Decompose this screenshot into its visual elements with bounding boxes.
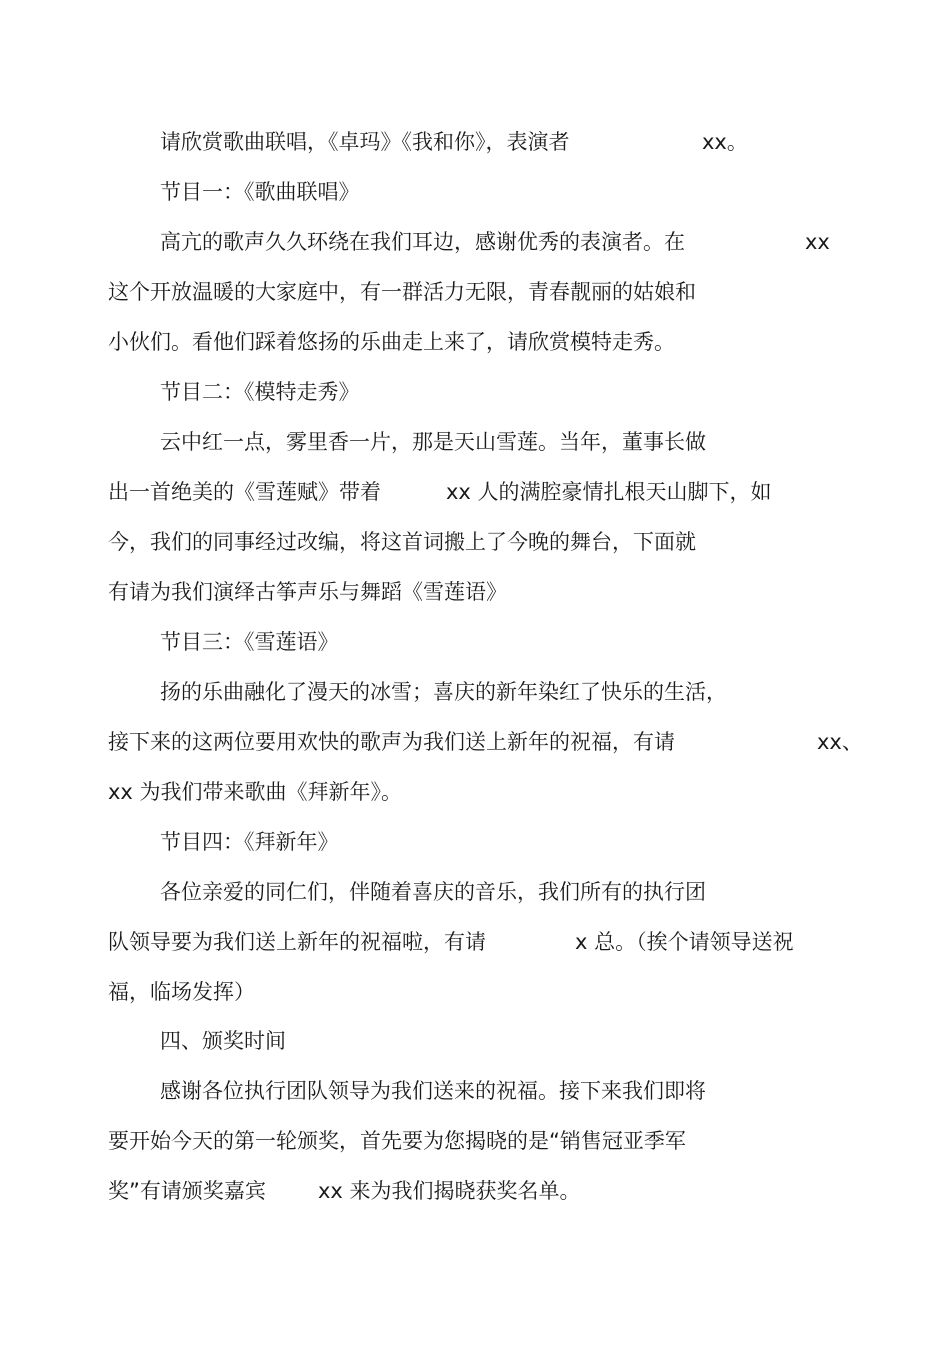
- text-line: x 总。（挨个请领导送祝: [575, 930, 794, 954]
- text-line: 这个开放温暖的大家庭中，有一群活力无限，青春靓丽的姑娘和: [108, 280, 696, 304]
- text-line: 出一首绝美的《雪莲赋》带着: [108, 480, 381, 504]
- text-line: 高亢的歌声久久环绕在我们耳边，感谢优秀的表演者。在: [160, 230, 685, 254]
- text-line: 要开始今天的第一轮颁奖，首先要为您揭晓的是“销售冠亚季军: [108, 1129, 686, 1153]
- text-line: 福，临场发挥）: [108, 980, 255, 1004]
- text-line: xx 人的满腔豪情扎根天山脚下，如: [446, 480, 772, 504]
- program-heading: 节目四：《拜新年》: [160, 830, 339, 854]
- section-heading: 四、颁奖时间: [160, 1029, 286, 1053]
- text-line: 有请为我们演绎古筝声乐与舞蹈《雪莲语》: [108, 580, 507, 604]
- text-line: 队领导要为我们送上新年的祝福啦，有请: [108, 930, 486, 954]
- text-line: 云中红一点，雾里香一片，那是天山雪莲。当年，董事长做: [160, 430, 706, 454]
- text-line: 接下来的这两位要用欢快的歌声为我们送上新年的祝福，有请: [108, 730, 675, 754]
- text-line: 今，我们的同事经过改编，将这首词搬上了今晚的舞台，下面就: [108, 530, 696, 554]
- text-line: xx 来为我们揭晓获奖名单。: [318, 1179, 581, 1203]
- text-line: xx 为我们带来歌曲《拜新年》。: [108, 780, 403, 804]
- text-line: 奖”有请颁奖嘉宾: [108, 1179, 266, 1203]
- text-line: xx: [805, 230, 830, 254]
- text-line: 请欣赏歌曲联唱，《卓玛》《我和你》，表演者: [160, 130, 570, 154]
- text-line: 各位亲爱的同仁们，伴随着喜庆的音乐，我们所有的执行团: [160, 880, 706, 904]
- text-line: 感谢各位执行团队领导为我们送来的祝福。接下来我们即将: [160, 1079, 706, 1103]
- text-line: 扬的乐曲融化了漫天的冰雪；喜庆的新年染红了快乐的生活，: [160, 680, 727, 704]
- text-line: 小伙们。看他们踩着悠扬的乐曲走上来了，请欣赏模特走秀。: [108, 330, 675, 354]
- program-heading: 节目三：《雪莲语》: [160, 630, 339, 654]
- program-heading: 节目二：《模特走秀》: [160, 380, 360, 404]
- text-line: xx、: [817, 730, 863, 754]
- text-line: xx。: [702, 130, 748, 154]
- program-heading: 节目一：《歌曲联唱》: [160, 180, 360, 204]
